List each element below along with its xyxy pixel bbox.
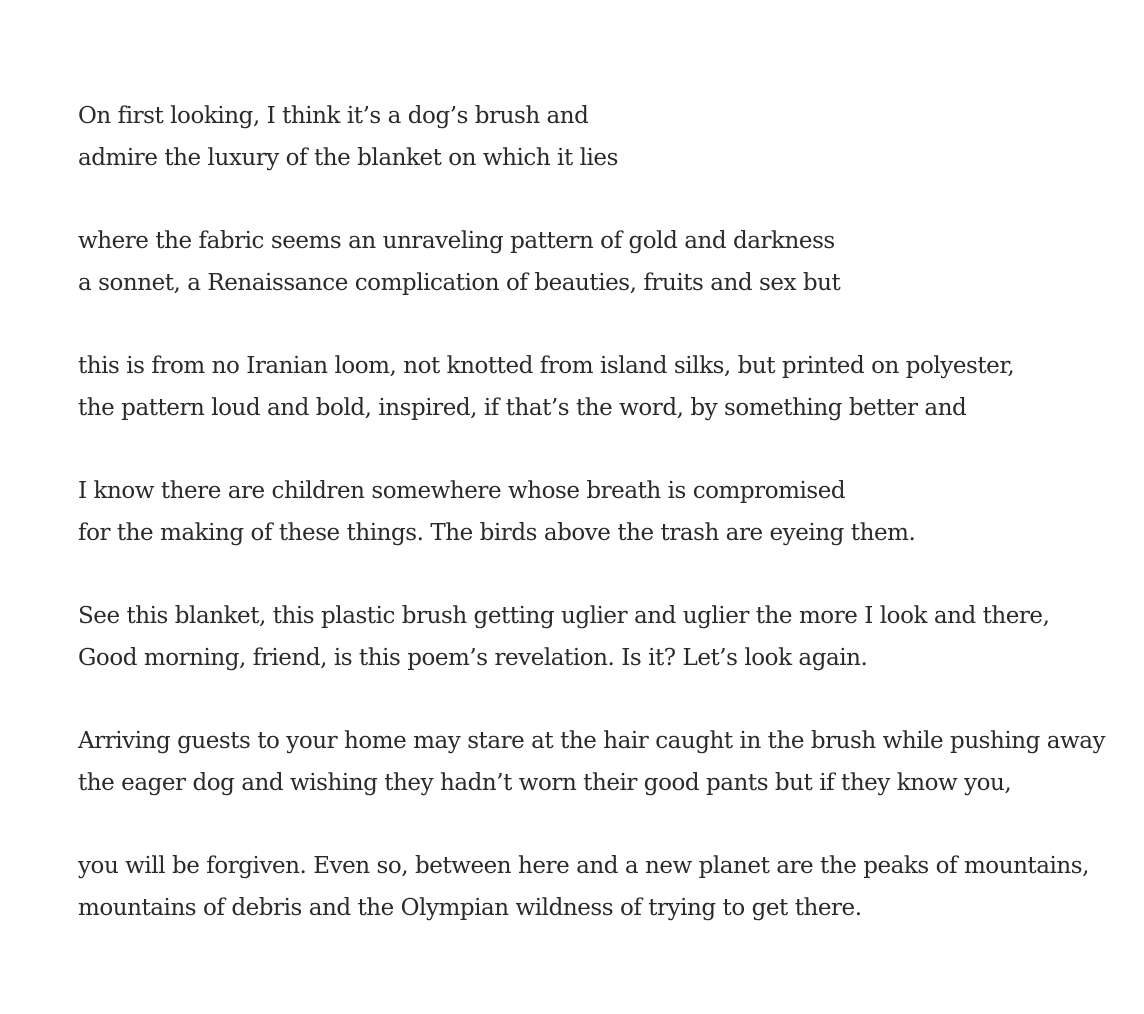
poem-line: for the making of these things. The birds above the trash are eyeing them.: [78, 519, 916, 546]
poem-body: [78, 96, 1118, 971]
poem-line: On first looking, I think it’s a dog’s brush and: [78, 103, 589, 129]
stanza-3: [78, 346, 1118, 429]
poem-line: I know there are children somewhere whose breath is compromised: [78, 478, 846, 504]
poem-line: this is from no Iranian loom, not knotted from island silks, but printed on polyester,: [78, 353, 1015, 379]
stanza-1: [78, 96, 1118, 179]
poem-line: a sonnet, a Renaissance complication of beauties, fruits and sex but: [78, 269, 841, 296]
stanza-6: [78, 721, 1118, 804]
poem-line: you will be forgiven. Even so, between here and a new planet are the peaks of mountains,: [78, 853, 1089, 879]
stanza-4: [78, 471, 1118, 554]
stanza-5: [78, 596, 1118, 679]
poem-line: See this blanket, this plastic brush getting uglier and uglier the more I look and there,: [78, 603, 1050, 629]
poem-line: admire the luxury of the blanket on which it lies: [78, 144, 618, 171]
poem-line: Good morning, friend, is this poem’s revelation. Is it? Let’s look again.: [78, 644, 868, 671]
poem-line: the eager dog and wishing they hadn’t worn their good pants but if they know you,: [78, 769, 1012, 796]
poem-line: Arriving guests to your home may stare at the hair caught in the brush while pushing away: [78, 728, 1106, 754]
poem-line: the pattern loud and bold, inspired, if that’s the word, by something better and: [78, 394, 967, 421]
poem-line: mountains of debris and the Olympian wildness of trying to get there.: [78, 894, 862, 921]
stanza-2: [78, 221, 1118, 304]
stanza-7: [78, 846, 1118, 929]
poem-line: where the fabric seems an unraveling pattern of gold and darkness: [78, 228, 835, 254]
